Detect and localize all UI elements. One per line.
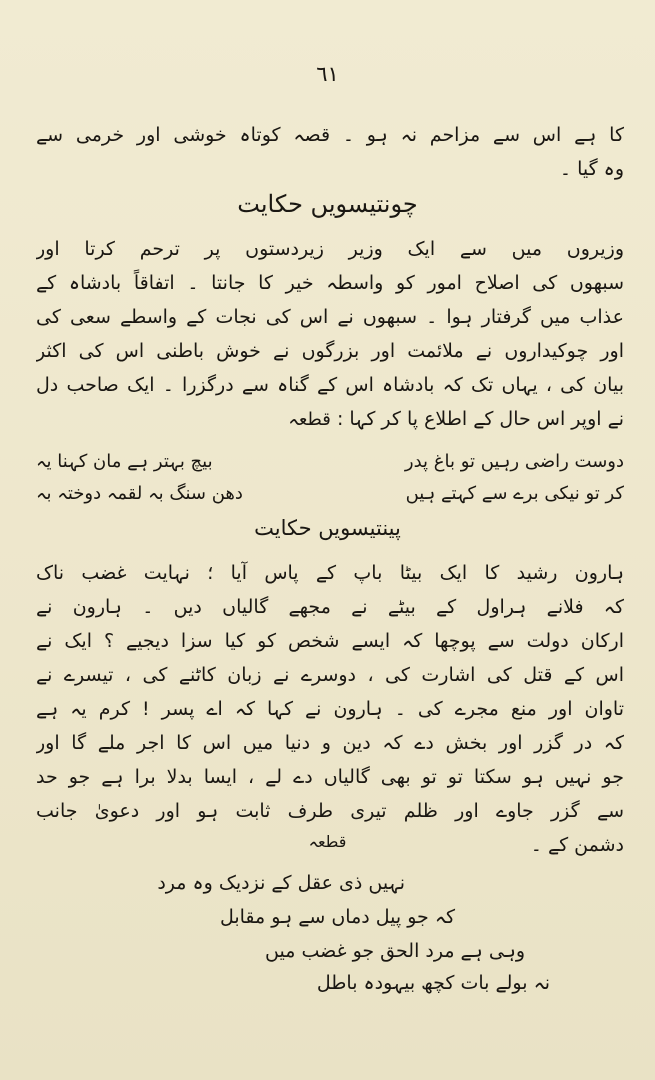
- intro-paragraph: [36, 118, 624, 186]
- intro-line: کا ہے اس سے مزاحم نہ ہو ۔ قصہ کوتاہ خوشی اور خرمی سے: [36, 124, 624, 146]
- verse-line: نہ بولے بات کچھ بیہودہ باطل: [316, 972, 550, 994]
- paragraph-line: سبھوں کی اصلاح امور کو واسطہ خیر کا جانتا ۔ اتفاقاً بادشاہ کے: [36, 272, 624, 294]
- paragraph-line: ارکان دولت سے پوچھا کہ ایسے شخص کو کیا سزا دیجیے ؟ ایک نے: [36, 630, 624, 652]
- story-34-title: چونتیسویں حکایت: [237, 190, 418, 218]
- paragraph-line: جو نہیں ہو سکتا تو تو بھی گالیاں دے لے ، ایسا بدلا برا ہے جو حد: [36, 766, 624, 788]
- couplet-right-hemistich: دوست راضی رہیں تو باغ پدر: [404, 451, 624, 472]
- paragraph-line: ہارون رشید کا ایک بیٹا باپ کے پاس آیا ؛ نہایت غضب ناک: [36, 562, 624, 584]
- paragraph-line: کہ فلانے ہراول کے بیٹے نے مجھے گالیاں دیں ۔ ہارون نے: [36, 596, 624, 618]
- paragraph-line: دشمن کے ۔: [530, 834, 624, 856]
- couplet-1: [36, 446, 624, 478]
- story-35-title: پینتیسویں حکایت: [254, 516, 401, 540]
- intro-line: وہ گیا ۔: [559, 158, 624, 180]
- story-35-paragraph: [36, 556, 624, 862]
- verse-line: وہی ہے مرد الحق جو غضب میں: [265, 940, 525, 962]
- qita-label: قطعہ: [288, 409, 331, 430]
- paragraph-line: [36, 402, 624, 436]
- couplet-left-hemistich: دھن سنگ بہ لقمہ دوختہ بہ: [36, 483, 243, 504]
- verse-line: کہ جو پیل دماں سے ہو مقابل: [219, 906, 455, 928]
- paragraph-line: کہ در گزر اور بخش دے کہ دین و دنیا میں اس کا اجر ملے گا اور: [36, 732, 624, 754]
- couplet-left-hemistich: بیچ بہتر ہے مان کہنا یہ: [36, 451, 213, 472]
- paragraph-line-text: نے اوپر اس حال کے اطلاع پا کر کہا :: [336, 408, 624, 430]
- paragraph-line: اور چوکیداروں نے ملائمت اور بزرگوں نے خوش باطنی اس کی اکثر: [36, 340, 624, 362]
- paragraph-line: تاوان اور منع مجرے کی ۔ ہارون نے کہا کہ اے پسر ! کرم یہ ہے: [36, 698, 624, 720]
- verse-line: نہیں ذی عقل کے نزدیک وہ مرد: [157, 872, 405, 894]
- paragraph-line: سے گزر جاوے اور ظلم تیری طرف ثابت ہو اور دعویٰ جانب: [36, 800, 624, 822]
- paragraph-line: بیان کی ، یہاں تک کہ بادشاہ اس کے گناہ سے درگزرا ۔ ایک صاحب دل: [36, 374, 624, 396]
- page-number: ٦١: [316, 62, 339, 86]
- paragraph-line: عذاب میں گرفتار ہوا ۔ سبھوں نے اس کی نجات کے واسطے سعی کی: [36, 306, 624, 328]
- couplet-right-hemistich: کر تو نیکی برے سے کہتے ہیں: [405, 483, 624, 504]
- paragraph-line: وزیروں میں سے ایک وزیر زیردستوں پر ترحم کرتا اور: [36, 238, 624, 260]
- qita-label: قطعہ: [308, 832, 347, 851]
- story-34-paragraph: [36, 232, 624, 436]
- paragraph-line: اس کے قتل کی اشارت کی ، دوسرے نے زبان کاٹنے کی ، تیسرے نے: [36, 664, 624, 686]
- couplet-2: [36, 478, 624, 510]
